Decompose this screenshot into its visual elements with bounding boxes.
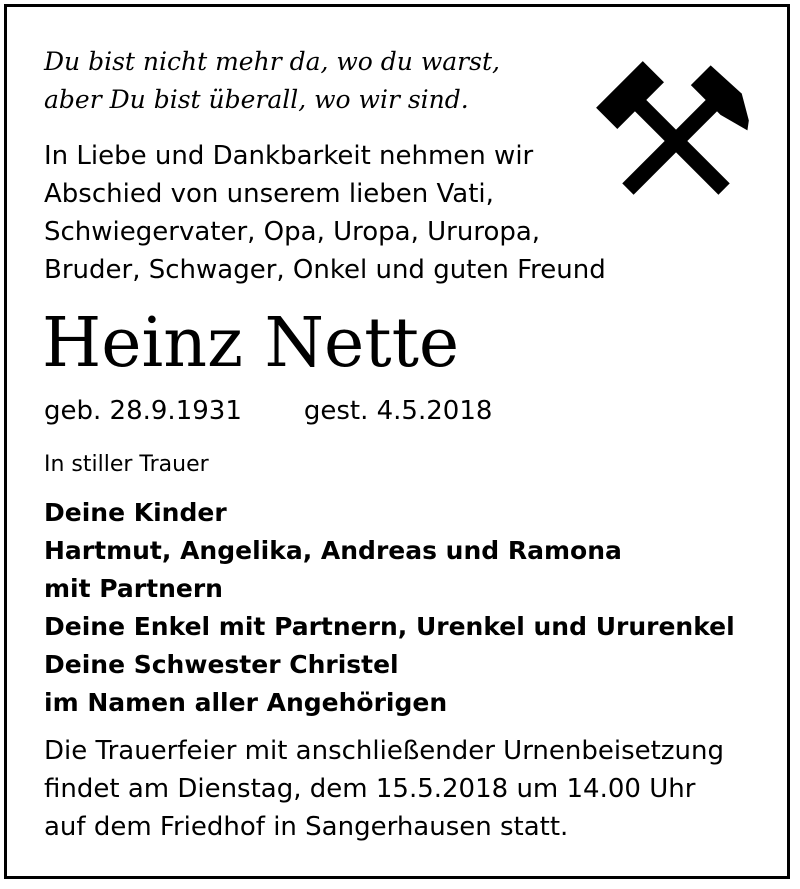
mourner-line: Deine Enkel mit Partnern, Urenkel und Ururenkel xyxy=(44,612,735,641)
quote-line: Du bist nicht mehr da, wo du warst, xyxy=(44,47,500,76)
mourner-line: mit Partnern xyxy=(44,574,223,603)
funeral-details xyxy=(44,732,724,846)
mourning-label: In stiller Trauer xyxy=(44,452,209,477)
mourner-line: im Namen aller Angehörigen xyxy=(44,688,448,717)
deceased-name: Heinz Nette xyxy=(42,304,460,383)
mourners-list xyxy=(44,494,735,722)
mourner-line: Hartmut, Angelika, Andreas und Ramona xyxy=(44,536,622,565)
funeral-line: findet am Dienstag, dem 15.5.2018 um 14.00 Uhr xyxy=(44,774,696,804)
mourner-line: Deine Schwester Christel xyxy=(44,650,399,679)
funeral-line: auf dem Friedhof in Sangerhausen statt. xyxy=(44,812,569,842)
announcement-line: Schwiegervater, Opa, Uropa, Ururopa, xyxy=(44,217,541,247)
announcement-line: Abschied von unserem lieben Vati, xyxy=(44,179,494,209)
birth-date: geb. 28.9.1931 xyxy=(44,396,242,426)
quote-line: aber Du bist überall, wo wir sind. xyxy=(44,85,469,114)
memorial-quote xyxy=(44,43,604,119)
announcement-line: In Liebe und Dankbarkeit nehmen wir xyxy=(44,141,534,171)
life-dates xyxy=(44,392,492,430)
announcement-line: Bruder, Schwager, Onkel und guten Freund xyxy=(44,255,606,285)
announcement-text xyxy=(44,137,644,289)
death-date: gest. 4.5.2018 xyxy=(303,396,493,426)
funeral-line: Die Trauerfeier mit anschließender Urnenbeisetzung xyxy=(44,736,724,766)
mourner-line: Deine Kinder xyxy=(44,498,227,527)
